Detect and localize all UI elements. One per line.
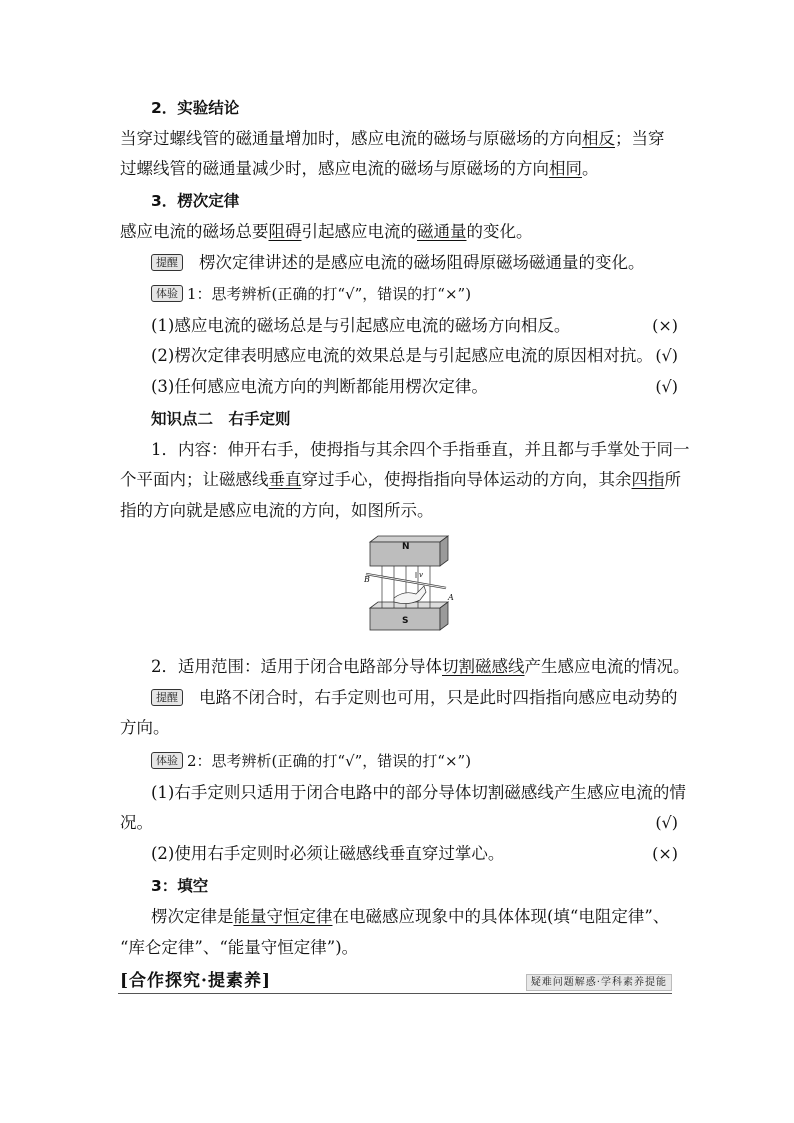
paragraph-line: 方向。	[120, 718, 170, 737]
answer-mark: (√)	[655, 813, 678, 832]
fill-answer: 相反	[582, 129, 615, 148]
section-heading-experiment-conclusion: 2．实验结论	[151, 99, 240, 117]
fill-answer: 垂直	[268, 470, 302, 489]
experience-badge: 体验	[151, 752, 183, 769]
experience-badge: 体验	[151, 285, 183, 302]
south-pole-label: S	[402, 616, 409, 626]
label-b: B	[364, 575, 370, 584]
magnet-conductor-figure	[364, 532, 454, 636]
paragraph-line: “库仑定律”、“能量守恒定律”)。	[120, 938, 359, 957]
label-a: A	[448, 593, 454, 602]
answer-mark: (×)	[652, 844, 678, 863]
exercise-item: (1)感应电流的磁场总是与引起感应电流的磁场方向相反。	[151, 316, 571, 335]
fill-answer: 阻碍	[268, 222, 302, 241]
paragraph-line: 过螺线管的磁通量减少时，感应电流的磁场与原磁场的方向相同。	[120, 159, 599, 178]
fill-answer: 四指	[631, 470, 665, 489]
label-v: v	[419, 571, 423, 579]
exercise-title: 体验 1：思考辨析(正确的打“√”，错误的打“×”)	[151, 283, 471, 305]
exercise-item: (2)使用右手定则时必须让磁感线垂直穿过掌心。	[151, 844, 505, 863]
tip-line: 提醒 电路不闭合时，右手定则也可用，只是此时四指指向感应电动势的	[151, 687, 678, 709]
exercise-item-continued: 况。	[120, 813, 153, 832]
answer-mark: (×)	[652, 316, 678, 335]
tip-badge: 提醒	[151, 689, 183, 706]
section-banner-title: [合作探究·提素养]	[120, 971, 272, 991]
section-banner-subtitle: 疑难问题解惑·学科素养提能	[526, 974, 672, 991]
answer-mark: (√)	[655, 377, 678, 396]
section-heading-lenz-law: 3．楞次定律	[151, 192, 240, 210]
paragraph-line: 个平面内；让磁感线垂直穿过手心，使拇指指向导体运动的方向，其余四指所	[120, 470, 681, 489]
tip-line: 提醒 楞次定律讲述的是感应电流的磁场阻碍原磁场磁通量的变化。	[151, 252, 645, 274]
section-heading-fill-blank: 3：填空	[151, 877, 209, 895]
section-banner	[118, 970, 672, 994]
north-pole-label: N	[402, 542, 410, 552]
exercise-item: (3)任何感应电流方向的判断都能用楞次定律。	[151, 377, 488, 396]
exercise-item: (1)右手定则只适用于闭合电路中的部分导体切割磁感线产生感应电流的情	[151, 783, 686, 802]
tip-badge: 提醒	[151, 254, 183, 271]
divider	[118, 993, 672, 994]
fill-answer: 切割磁感线	[442, 657, 525, 676]
paragraph-line: 指的方向就是感应电流的方向，如图所示。	[120, 501, 434, 520]
paragraph-line: 感应电流的磁场总要阻碍引起感应电流的磁通量的变化。	[120, 222, 533, 241]
paragraph-line: 2．适用范围：适用于闭合电路部分导体切割磁感线产生感应电流的情况。	[151, 657, 690, 676]
paragraph-line: 当穿过螺线管的磁通量增加时，感应电流的磁场与原磁场的方向相反；当穿	[120, 129, 665, 148]
answer-mark: (√)	[655, 346, 678, 365]
fill-answer: 能量守恒定律	[233, 907, 333, 926]
paragraph-line: 1．内容：伸开右手，使拇指与其余四个手指垂直，并且都与手掌处于同一	[151, 440, 690, 459]
section-heading-right-hand-rule: 知识点二 右手定则	[151, 410, 291, 428]
exercise-item: (2)楞次定律表明感应电流的效果总是与引起感应电流的原因相对抗。	[151, 346, 653, 365]
exercise-title: 体验 2：思考辨析(正确的打“√”，错误的打“×”)	[151, 750, 471, 772]
fill-answer: 磁通量	[417, 222, 467, 241]
fill-answer: 相同	[549, 159, 582, 178]
paragraph-line: 楞次定律是能量守恒定律在电磁感应现象中的具体体现(填“电阻定律”、	[151, 907, 670, 926]
